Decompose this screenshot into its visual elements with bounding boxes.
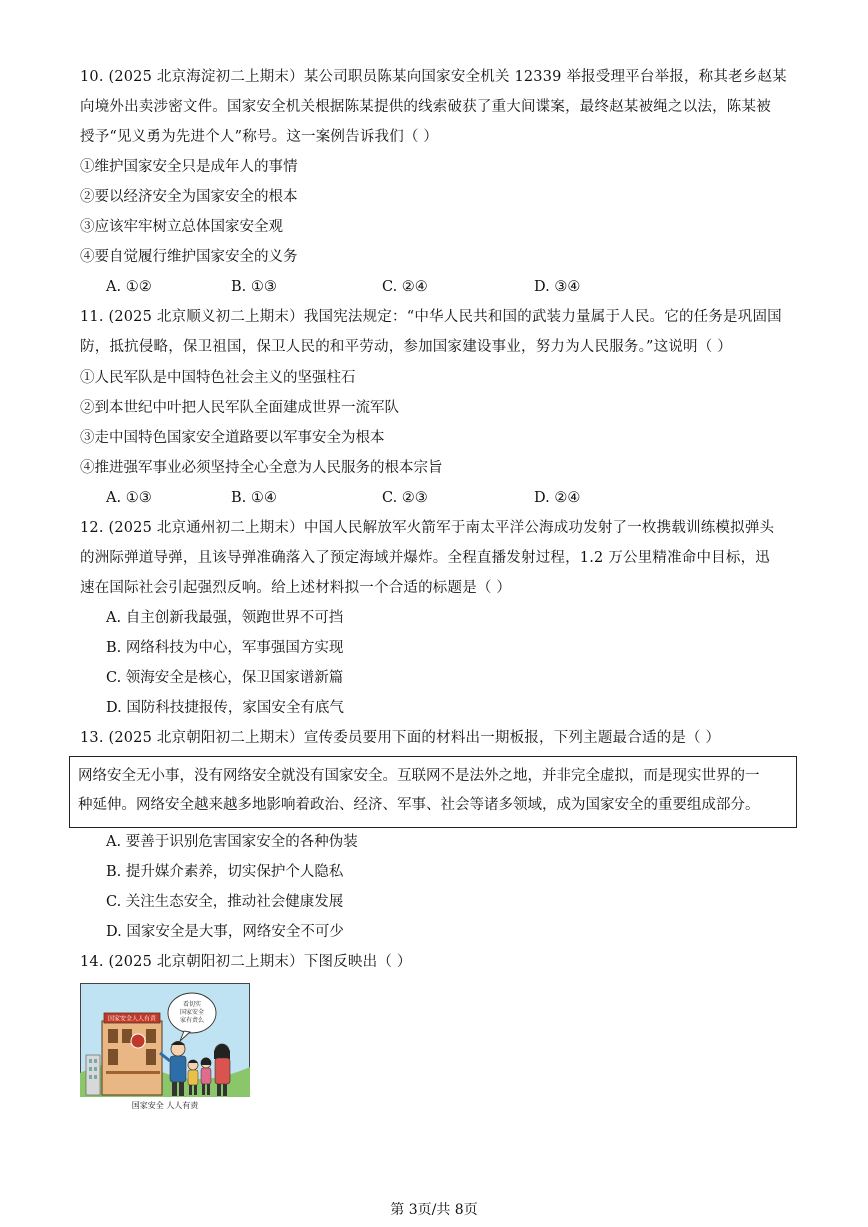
cartoon-figure <box>80 983 250 1113</box>
option-b[interactable]: B. ①③ <box>231 279 277 295</box>
material-line: 种延伸。网络安全越来越多地影响着政治、经济、军事、社会等诸多领域，成为国家安全的重要组成部分。 <box>78 797 760 813</box>
option-c[interactable]: C. ②③ <box>382 490 428 506</box>
option-d[interactable]: D. ③④ <box>534 279 581 295</box>
option-a[interactable]: A. ①③ <box>106 490 152 506</box>
option-a[interactable]: A. 自主创新我最强，领跑世界不可挡 <box>106 610 344 626</box>
question-10-statements <box>80 152 795 272</box>
bubble-line: 家有责么 <box>179 1017 205 1024</box>
statement: ②到本世纪中叶把人民军队全面建成世界一流军队 <box>80 400 399 416</box>
stem-line: 速在国际社会引起强烈反响。给上述材料拟一个合适的标题是（ ） <box>80 580 512 596</box>
bubble-line: 看切实 <box>182 1001 202 1008</box>
option-c[interactable]: C. ②④ <box>382 279 428 295</box>
stem-line: 13. (2025 北京朝阳初二上期末）宣传委员要用下面的材料出一期板报，下列主题最合适的是（ ） <box>80 730 721 746</box>
figure-caption: 国家安全 人人有责 <box>131 1101 199 1110</box>
stem-line: 向境外出卖涉密文件。国家安全机关根据陈某提供的线索破获了重大间谍案，最终赵某被绳之以法，陈某被 <box>80 99 771 115</box>
bubble-line: 国家安全 <box>179 1009 205 1016</box>
question-11-statements <box>80 363 795 483</box>
option-a[interactable]: A. 要善于识别危害国家安全的各种伪装 <box>106 834 358 850</box>
statement: ④推进强军事业必须坚持全心全意为人民服务的根本宗旨 <box>80 460 443 476</box>
statement: ③应该牢牢树立总体国家安全观 <box>80 219 283 235</box>
question-10-stem <box>80 62 795 152</box>
stem-line: 12. (2025 北京通州初二上期末）中国人民解放军火箭军于南太平洋公海成功发射了一枚携载训练模拟弹头 <box>80 520 775 536</box>
statement: ③走中国特色国家安全道路要以军事安全为根本 <box>80 430 385 446</box>
stem-line: 14. (2025 北京朝阳初二上期末）下图反映出（ ） <box>80 954 412 970</box>
question-10-options <box>106 272 706 302</box>
stem-line: 授予“见义勇为先进个人”称号。这一案例告诉我们（ ） <box>80 129 439 145</box>
option-c[interactable]: C. 关注生态安全，推动社会健康发展 <box>106 894 344 910</box>
material-line: 网络安全无小事，没有网络安全就没有国家安全。互联网不是法外之地，并非完全虚拟，而是现实世界的一 <box>78 768 760 784</box>
statement: ①维护国家安全只是成年人的事情 <box>80 159 298 175</box>
option-c[interactable]: C. 领海安全是核心，保卫国家谱新篇 <box>106 670 344 686</box>
option-b[interactable]: B. ①④ <box>231 490 277 506</box>
option-b[interactable]: B. 提升媒介素养，切实保护个人隐私 <box>106 864 344 880</box>
question-11-stem <box>80 302 795 362</box>
question-13-stem <box>80 723 795 753</box>
question-11-options <box>106 483 706 513</box>
option-d[interactable]: D. 国防科技捷报传，家国安全有底气 <box>106 700 344 716</box>
option-d[interactable]: D. 国家安全是大事，网络安全不可少 <box>106 924 344 940</box>
stem-line: 11. (2025 北京顺义初二上期末）我国宪法规定：“中华人民共和国的武装力量属于人民。它的任务是巩固国 <box>80 309 782 325</box>
stem-line: 10. (2025 北京海淀初二上期末）某公司职员陈某向国家安全机关 12339 举报受理平台举报，称其老乡赵某 <box>80 69 787 85</box>
question-14-stem <box>80 947 795 977</box>
statement: ①人民军队是中国特色社会主义的坚强柱石 <box>80 370 356 386</box>
statement: ②要以经济安全为国家安全的根本 <box>80 189 298 205</box>
option-a[interactable]: A. ①② <box>106 279 152 295</box>
question-12-options <box>80 603 795 723</box>
question-13-options <box>80 827 795 947</box>
question-12-stem <box>80 513 795 603</box>
material-box <box>69 756 797 828</box>
statement: ④要自觉履行维护国家安全的义务 <box>80 249 298 265</box>
option-b[interactable]: B. 网络科技为中心，军事强国方实现 <box>106 640 344 656</box>
page-footer: 第 3页/共 8页 <box>390 1202 478 1218</box>
cartoon-illustration <box>80 983 250 1113</box>
option-d[interactable]: D. ②④ <box>534 490 581 506</box>
stem-line: 的洲际弹道导弹，且该导弹准确落入了预定海域并爆炸。全程直播发射过程，1.2 万公里精准命中目标，迅 <box>80 550 770 566</box>
sign-text: 国家安全人人有责 <box>107 1015 157 1023</box>
stem-line: 防，抵抗侵略，保卫祖国，保卫人民的和平劳动，参加国家建设事业，努力为人民服务。”这说明（ ） <box>80 339 732 355</box>
